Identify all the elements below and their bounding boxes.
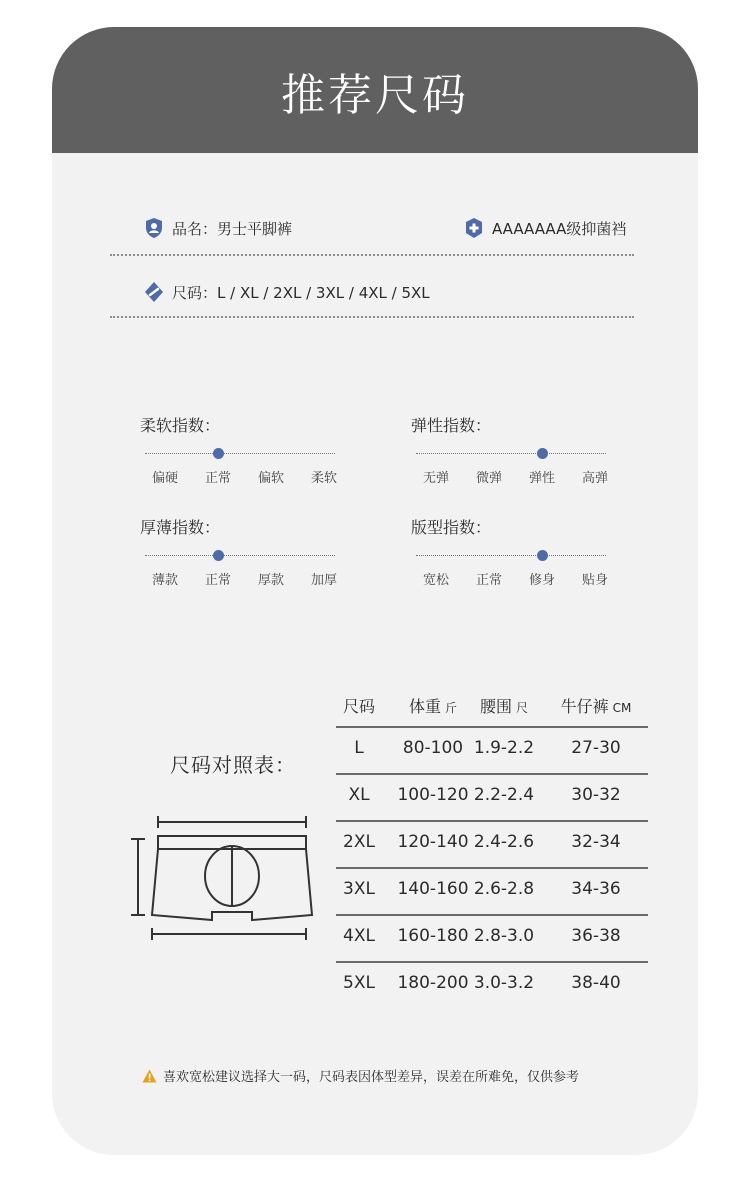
index-title: 厚薄指数： [140, 518, 221, 537]
index-option: 弹性 [528, 471, 555, 486]
index-option: 偏硬 [151, 471, 178, 486]
header-bar [52, 27, 698, 153]
footnote-text: 喜欢宽松建议选择大一码，尺码表因体型差异，误差在所难免，仅供参考 [163, 1070, 580, 1085]
size-chart-title: 尺码对照表： [170, 753, 296, 777]
table-header-label: 腰围 [479, 697, 512, 716]
index-marker [537, 448, 548, 459]
table-header-label: 体重 [408, 697, 441, 716]
index-option: 高弹 [581, 471, 608, 486]
table-cell: 160-180 [397, 926, 469, 946]
divider [110, 316, 634, 318]
table-header-unit: 尺 [516, 701, 529, 715]
table-header-label: 牛仔裤 [560, 697, 609, 716]
index-option: 宽松 [422, 573, 449, 588]
index-marker [213, 448, 224, 459]
product-feature-row [464, 217, 626, 239]
table-cell: 38-40 [571, 973, 621, 993]
index-option: 正常 [475, 573, 502, 588]
table-cell: 2XL [343, 832, 375, 852]
medical-shield-icon [464, 217, 484, 239]
index-track [145, 453, 335, 454]
table-cell: 36-38 [571, 926, 621, 946]
table-cell: 120-140 [397, 832, 469, 852]
index-title: 版型指数： [411, 518, 492, 537]
index-option: 薄款 [151, 573, 178, 588]
user-shield-icon [144, 217, 164, 239]
table-row [336, 773, 648, 820]
index-track [416, 453, 606, 454]
index-option: 厚款 [257, 573, 284, 588]
table-cell: 80-100 [402, 738, 464, 758]
table-cell: 3.0-3.2 [473, 973, 535, 993]
table-header-unit: 斤 [445, 701, 458, 715]
table-row [336, 961, 648, 1008]
table-cell: 1.9-2.2 [473, 738, 535, 758]
tag-diamond-icon [144, 281, 164, 303]
table-cell: L [354, 738, 364, 758]
table-header-cell [336, 694, 382, 717]
index-title: 柔软指数： [140, 416, 221, 435]
table-row [336, 867, 648, 914]
boxer-diagram-icon [128, 812, 318, 942]
table-cell: 100-120 [397, 785, 469, 805]
index-option: 无弹 [422, 471, 449, 486]
index-marker [537, 550, 548, 561]
table-cell: 4XL [343, 926, 375, 946]
product-name: 品名：男士平脚裤 [172, 219, 293, 238]
table-cell: 27-30 [571, 738, 621, 758]
product-name-row [144, 217, 292, 239]
table-cell: 2.4-2.6 [473, 832, 535, 852]
table-cell: 2.2-2.4 [473, 785, 535, 805]
index-option: 正常 [204, 471, 231, 486]
divider [110, 254, 634, 256]
table-cell: 34-36 [571, 879, 621, 899]
table-cell: 5XL [343, 973, 375, 993]
size-guide-card [52, 27, 698, 1155]
index-option: 正常 [204, 573, 231, 588]
index-option: 加厚 [310, 573, 337, 588]
index-track [145, 555, 335, 556]
table-cell: 2.8-3.0 [473, 926, 535, 946]
table-cell: 140-160 [397, 879, 469, 899]
index-track [416, 555, 606, 556]
table-cell: 30-32 [571, 785, 621, 805]
table-header-label: 尺码 [342, 697, 375, 716]
index-option: 修身 [528, 573, 555, 588]
table-cell: 32-34 [571, 832, 621, 852]
index-marker [213, 550, 224, 561]
index-option: 微弹 [475, 471, 502, 486]
table-cell: 180-200 [397, 973, 469, 993]
table-row [336, 820, 648, 867]
index-option: 贴身 [581, 573, 608, 588]
table-header-cell [464, 694, 544, 717]
warning-icon [142, 1069, 157, 1083]
index-option: 柔软 [310, 471, 337, 486]
table-header-cell [544, 694, 648, 717]
product-feature: AAAAAAA级抑菌裆 [492, 219, 627, 238]
footnote [142, 1066, 579, 1085]
product-sizes: 尺码：L / XL / 2XL / 3XL / 4XL / 5XL [172, 283, 430, 302]
table-cell: XL [348, 785, 370, 805]
page-title: 推荐尺码 [281, 70, 469, 121]
table-cell: 2.6-2.8 [473, 879, 535, 899]
product-sizes-row [144, 281, 430, 303]
index-option: 偏软 [257, 471, 284, 486]
table-divider [336, 961, 648, 963]
index-title: 弹性指数： [411, 416, 492, 435]
table-cell: 3XL [343, 879, 375, 899]
table-header-unit: CM [612, 701, 632, 715]
table-row [336, 726, 648, 773]
table-row [336, 914, 648, 961]
